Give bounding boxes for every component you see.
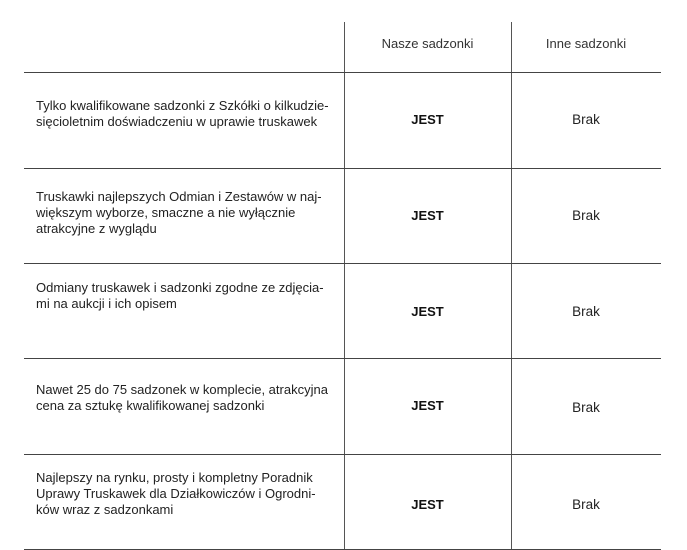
row-ours-value: JEST xyxy=(411,112,444,127)
row-description xyxy=(36,98,336,130)
table-row xyxy=(24,454,661,549)
header-nasze-sadzonki: Nasze sadzonki xyxy=(381,36,474,51)
row-description-line: Odmiany truskawek i sadzonki zgodne ze zdjęcia- xyxy=(36,280,324,295)
row-other-value: Brak xyxy=(572,208,600,223)
row-ours-value: JEST xyxy=(411,304,444,319)
row-description-line: mi na aukcji i ich opisem xyxy=(36,296,177,311)
table-row xyxy=(24,168,661,263)
header-inne-sadzonki: Inne sadzonki xyxy=(545,36,627,51)
row-description xyxy=(36,470,336,518)
row-description-line: Uprawy Truskawek dla Działkowiczów i Ogrodni- xyxy=(36,486,316,501)
row-description-line: Truskawki najlepszych Odmian i Zestawów w naj- xyxy=(36,189,322,204)
row-description-line: Tylko kwalifikowane sadzonki z Szkółki o kilkudzie- xyxy=(36,98,329,113)
row-description-line: atrakcyjne z wyglądu xyxy=(36,221,157,236)
row-other-value: Brak xyxy=(572,112,600,127)
row-other-value: Brak xyxy=(572,400,600,415)
row-description xyxy=(36,189,336,237)
row-other-value: Brak xyxy=(572,304,600,319)
table-row xyxy=(24,263,661,358)
row-description-line: sięcioletnim doświadczeniu w uprawie truskawek xyxy=(36,114,318,129)
row-description-line: cena za sztukę kwalifikowanej sadzonki xyxy=(36,398,265,413)
row-description-line: większym wyborze, smaczne a nie wyłącznie xyxy=(36,205,296,220)
table-row xyxy=(24,358,661,454)
row-description-line: Najlepszy na rynku, prosty i kompletny Poradnik xyxy=(36,470,313,485)
row-ours-value: JEST xyxy=(411,208,444,223)
row-ours-value: JEST xyxy=(411,497,444,512)
row-description-line: ków wraz z sadzonkami xyxy=(36,502,174,517)
row-description xyxy=(36,382,336,414)
row-description-line: Nawet 25 do 75 sadzonek w komplecie, atrakcyjna xyxy=(36,382,328,397)
comparison-table xyxy=(24,0,661,550)
row-other-value: Brak xyxy=(572,497,600,512)
row-description xyxy=(36,280,336,312)
row-ours-value: JEST xyxy=(411,398,444,413)
table-row xyxy=(24,72,661,168)
